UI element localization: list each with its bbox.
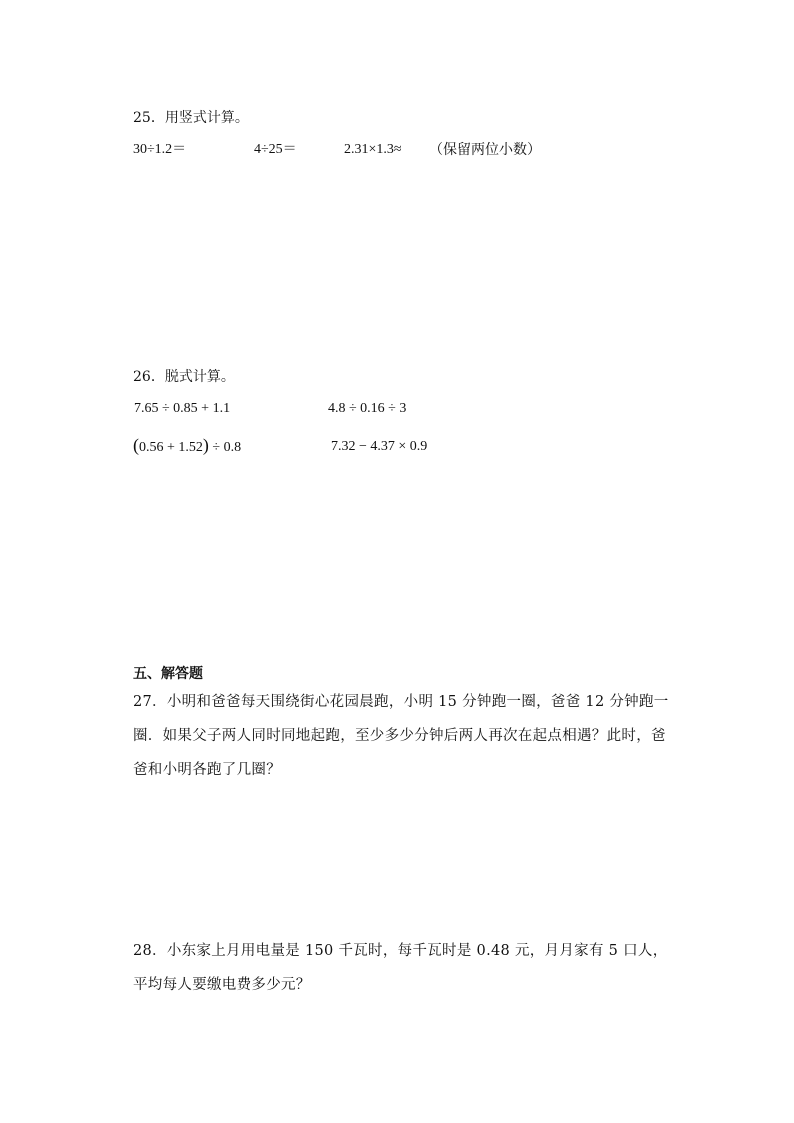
q26-title: 26．脱式计算。 xyxy=(133,369,235,385)
q25-item-1: 30÷1.2＝ xyxy=(133,142,187,157)
q27-text: 27．小明和爸爸每天围绕街心花园晨跑，小明 15 分钟跑一圈，爸爸 12 分钟跑一圈．如果父子两人同时同地起跑，至少多少分钟后两人再次在起点相遇？此时，爸爸和小明各跑了几圈？ xyxy=(133,694,669,778)
q25-title: 25．用竖式计算。 xyxy=(133,110,249,126)
q26-item-b: 4.8 ÷ 0.16 ÷ 3 xyxy=(328,401,407,416)
q26-item-d: 7.32 − 4.37 × 0.9 xyxy=(331,439,428,454)
open-paren: ( xyxy=(133,435,139,455)
q26-item-c-inner: 0.56 + 1.52 xyxy=(139,440,203,455)
section-heading: 五、解答题 xyxy=(133,666,203,682)
q26-item-c xyxy=(133,435,241,458)
q28-text: 28．小东家上月用电量是 150 千瓦时，每千瓦时是 0.48 元，月月家有 5 口人，平均每人要缴电费多少元？ xyxy=(133,943,668,993)
q25-item-3: 2.31×1.3≈ xyxy=(344,142,402,157)
q25-item-2: 4÷25＝ xyxy=(254,142,297,157)
close-paren: ) xyxy=(202,435,209,455)
q26-item-a: 7.65 ÷ 0.85 + 1.1 xyxy=(134,401,231,416)
q25-note: （保留两位小数） xyxy=(429,142,541,158)
q26-item-c-rest: ÷ 0.8 xyxy=(208,440,242,455)
